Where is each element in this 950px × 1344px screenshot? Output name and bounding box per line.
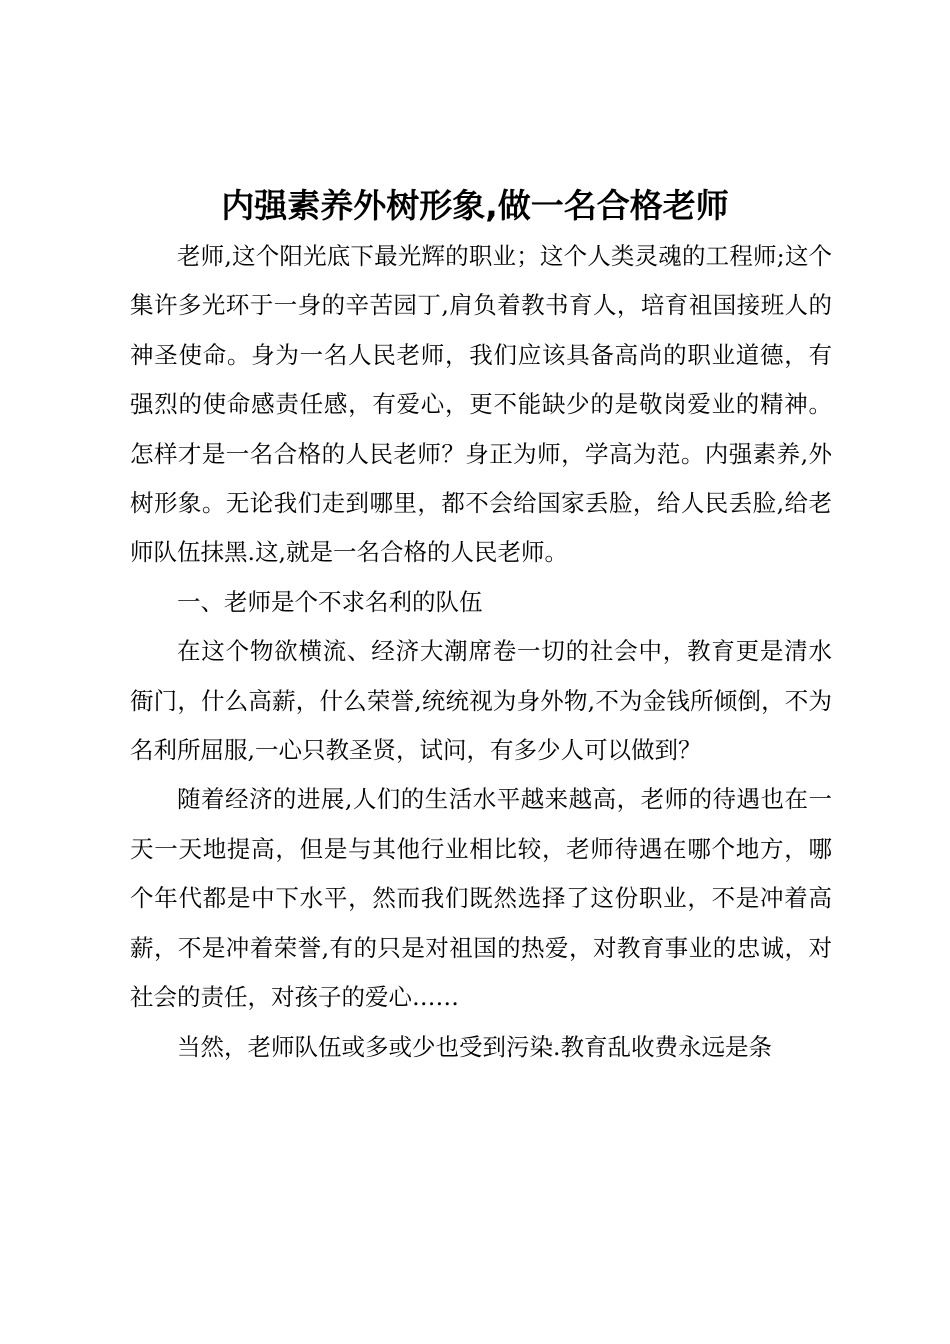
paragraph-section1-b: 随着经济的进展,人们的生活水平越来越高，老师的待遇也在一天一天地提高，但是与其他行业相比较，老师待遇在哪个地方，哪个年代都是中下水平，然而我们既然选择了这份职业，不是冲着高薪，不是冲着荣誉,有的只是对祖国的热爱，对教育事业的忠诚，对社会的责任，对孩子的爱心…… bbox=[130, 785, 832, 1012]
paragraph-section1-a: 在这个物欲横流、经济大潮席卷一切的社会中，教育更是清水衙门，什么高薪，什么荣誉,统统视为身外物,不为金钱所倾倒，不为名利所屈服,一心只教圣贤，试问，有多少人可以做到？ bbox=[130, 637, 832, 765]
paragraph-intro: 老师,这个阳光底下最光辉的职业；这个人类灵魂的工程师;这个集许多光环于一身的辛苦园丁,肩负着教书育人，培育祖国接班人的神圣使命。身为一名人民老师，我们应该具备高尚的职业道德，有强烈的使命感责任感，有爱心，更不能缺少的是敬岗爱业的精神。怎样才是一名合格的人民老师？身正为师，学高为范。内强素养,外树形象。无论我们走到哪里，都不会给国家丢脸，给人民丢脸,给老师队伍抹黑.这,就是一名合格的人民老师。 bbox=[130, 242, 832, 567]
paragraph-section1-c: 当然，老师队伍或多或少也受到污染.教育乱收费永远是条 bbox=[177, 1032, 772, 1061]
document-title: 内强素养外树形象,做一名合格老师 bbox=[221, 186, 729, 225]
section-heading-1: 一、老师是个不求名利的队伍 bbox=[177, 587, 483, 616]
document-body bbox=[130, 232, 832, 1072]
